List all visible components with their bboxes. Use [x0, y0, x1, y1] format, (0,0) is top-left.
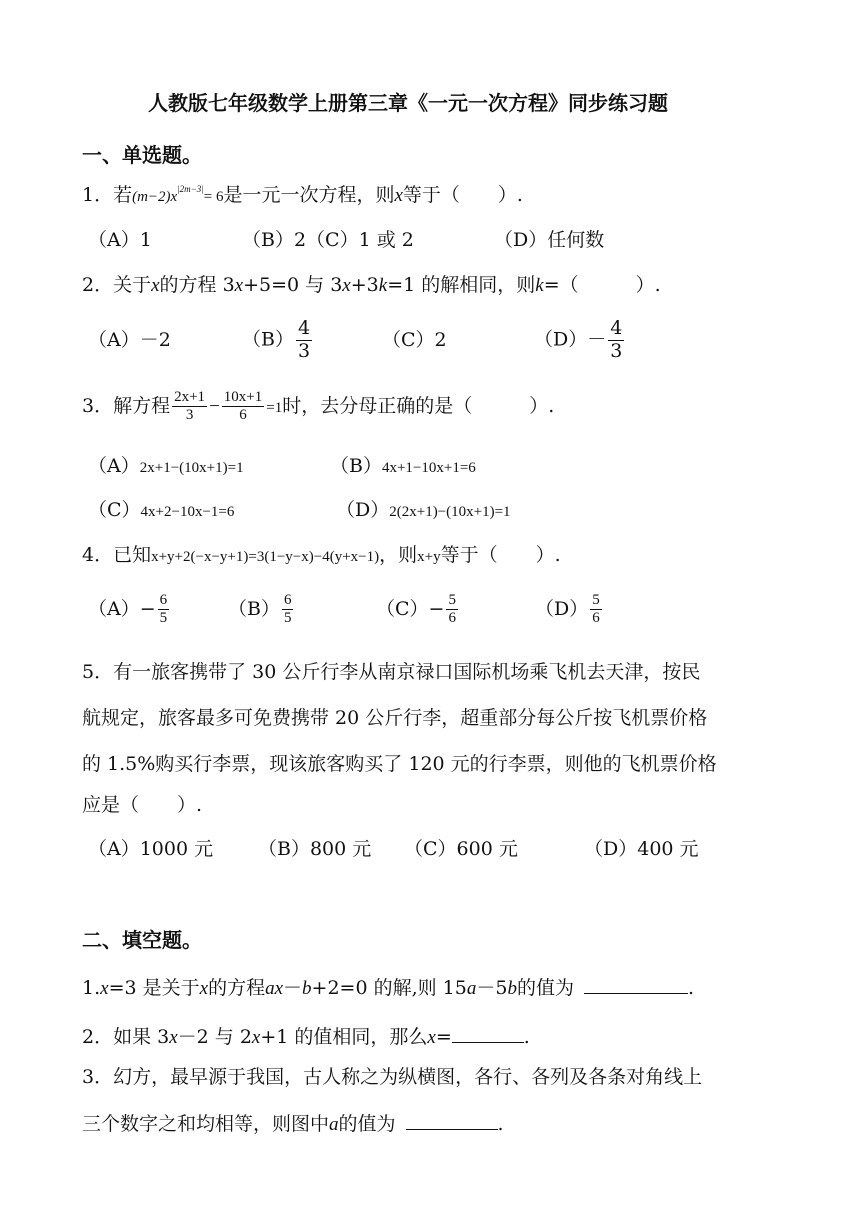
- q2-option-b: （B） $\frac{4}{3}$: [242, 317, 311, 362]
- q4-option-d: （D） $\frac{5}{6}$: [535, 592, 600, 627]
- q1-option-d: （D）任何数: [494, 229, 605, 251]
- q4-option-a: （A）− $\frac{6}{5}$: [88, 592, 168, 627]
- fill-question-2: 2．如果 3x－2 与 2x+1 的值相同，那么x= .: [82, 1026, 530, 1048]
- section-heading-single-choice: 一、单选题。: [82, 143, 202, 167]
- q2-option-a: （A）－2: [88, 329, 171, 351]
- fill-question-3-line-1: 3．幻方，最早源于我国，古人称之为纵横图，各行、各列及各条对角线上: [82, 1066, 703, 1088]
- q1-option-a: （A）1: [88, 229, 152, 251]
- question-1: 1．若$(m-2)x^{|2m-3|}= 6$是一元一次方程，则x等于（ ）.: [82, 184, 523, 206]
- page-title: 人教版七年级数学上册第三章《一元一次方程》同步练习题: [148, 91, 668, 115]
- q4-option-c: （C）− $\frac{5}{6}$: [376, 592, 456, 627]
- q2-option-d: （D）－ $\frac{4}{3}$: [534, 317, 623, 362]
- q5-option-a: （A）1000 元: [88, 838, 214, 860]
- question-5-line-4: 应是（ ）.: [82, 794, 203, 816]
- q4-option-b: （B） $\frac{6}{5}$: [228, 592, 292, 627]
- fill-question-1: 1.x=3 是关于x的方程ax－b+2=0 的解,则 15a－5b的值为 .: [82, 977, 695, 999]
- answer-blank[interactable]: [452, 1024, 524, 1043]
- q3-option-a: （A）2x+1−(10x+1)=1: [88, 455, 244, 477]
- question-2: 2．关于x的方程 3x+5=0 与 3x+3k=1 的解相同，则k=（ ）.: [82, 274, 661, 296]
- question-3: 3．解方程 $\frac{2x+1}{3}$ − $\frac{10x+1}{6}$ =1时，去分母正确的是（ ）.: [82, 389, 555, 424]
- fill-question-3-line-2: 三个数字之和均相等，则图中a的值为 .: [82, 1113, 504, 1135]
- section-heading-fill-in: 二、填空题。: [82, 928, 202, 952]
- q5-option-c: （C）600 元: [404, 838, 518, 860]
- q5-option-b: （B）800 元: [258, 838, 372, 860]
- question-5-line-2: 航规定，旅客最多可免费携带 20 公斤行李，超重部分每公斤按飞机票价格: [82, 707, 708, 729]
- question-5-line-1: 5．有一旅客携带了 30 公斤行李从南京禄口国际机场乘飞机去天津，按民: [82, 661, 701, 683]
- q5-option-d: （D）400 元: [584, 838, 699, 860]
- question-5-line-3: 的 1.5%购买行李票，现该旅客购买了 120 元的行李票，则他的飞机票价格: [82, 753, 717, 775]
- q3-option-b: （B）4x+1−10x+1=6: [330, 455, 476, 477]
- q2-option-c: （C）2: [382, 329, 447, 351]
- answer-blank[interactable]: [406, 1111, 498, 1130]
- answer-blank[interactable]: [584, 975, 688, 994]
- q1-option-bc: （B）2（C）1 或 2: [242, 229, 414, 251]
- question-4: 4．已知x+y+2(−x−y+1)=3(1−y−x)−4(y+x−1)，则x+y等于（ ）.: [82, 544, 561, 566]
- q3-option-d: （D）2(2x+1)−(10x+1)=1: [336, 499, 511, 521]
- q3-option-c: （C）4x+2−10x−1=6: [88, 499, 235, 521]
